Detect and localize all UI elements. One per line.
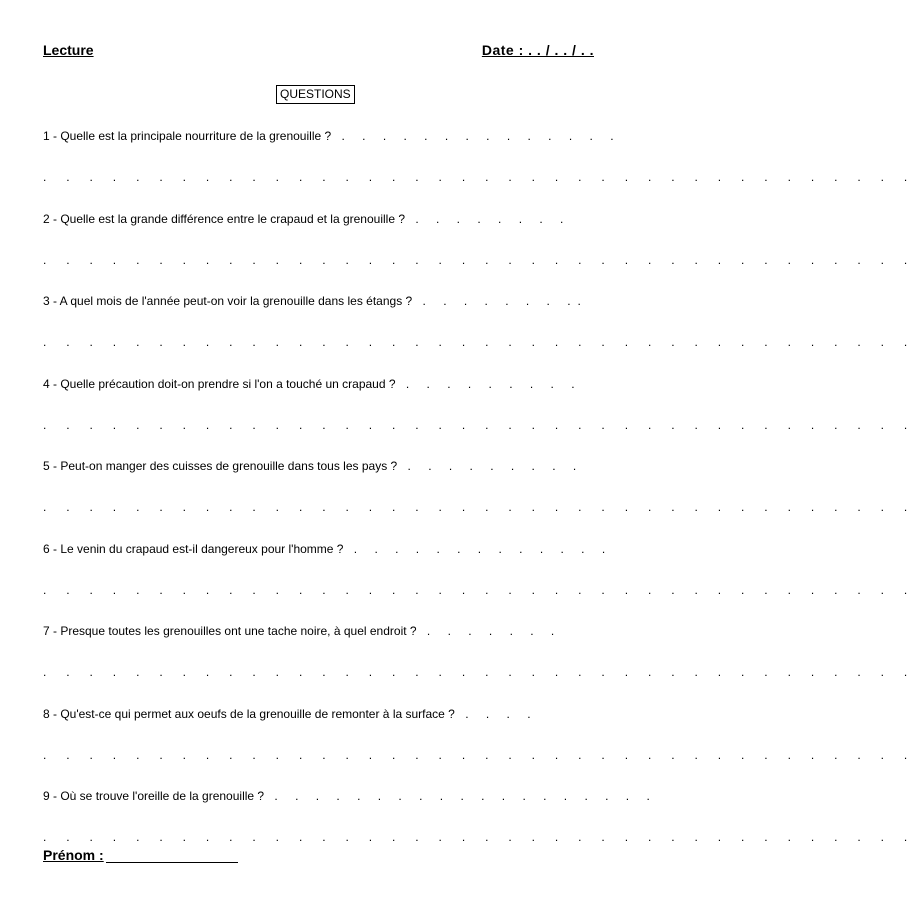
question-text: 4 - Quelle précaution doit-on prendre si l'on a touché un crapaud ? bbox=[43, 377, 396, 391]
answer-line-7: . . . . . . . . . . . . . . . . . . . . . . . . . . . . . . . . . . . . . . bbox=[43, 665, 916, 679]
answer-line-3: . . . . . . . . . . . . . . . . . . . . . . . . . . . . . . . . . . . . . . bbox=[43, 335, 916, 349]
answer-line-2: . . . . . . . . . . . . . . . . . . . . . . . . . . . . . . . . . . . . . . bbox=[43, 253, 916, 267]
answer-line-8: . . . . . . . . . . . . . . . . . . . . . . . . . . . . . . . . . . . . . . bbox=[43, 748, 916, 762]
question-text: 8 - Qu'est-ce qui permet aux oeufs de la grenouille de remonter à la surface ? bbox=[43, 707, 455, 721]
question-text: 2 - Quelle est la grande différence entre le crapaud et la grenouille ? bbox=[43, 212, 406, 226]
date-field: Date : . . / . . / . . bbox=[481, 42, 594, 58]
question-3 bbox=[43, 293, 603, 309]
question-5 bbox=[43, 458, 603, 474]
prenom-field bbox=[43, 847, 238, 863]
question-9 bbox=[43, 788, 657, 804]
question-7 bbox=[43, 623, 603, 639]
question-text: 1 - Quelle est la principale nourriture de la grenouille ? bbox=[43, 129, 332, 143]
question-lead-dots: . . . . . . . bbox=[416, 624, 562, 638]
question-lead-dots: . . . . . . . . . . . . . . bbox=[331, 129, 621, 143]
prenom-blank-line bbox=[106, 848, 238, 863]
question-6 bbox=[43, 541, 613, 557]
question-lead-dots: . . . . . . . .. bbox=[412, 294, 588, 308]
question-4 bbox=[43, 376, 603, 392]
answer-line-4: . . . . . . . . . . . . . . . . . . . . . . . . . . . . . . . . . . . . . . bbox=[43, 418, 916, 432]
question-text: 7 - Presque toutes les grenouilles ont une tache noire, à quel endroit ? bbox=[43, 624, 417, 638]
prenom-label: Prénom : bbox=[43, 847, 104, 863]
question-lead-dots: . . . . . . . . . bbox=[395, 377, 582, 391]
question-text: 5 - Peut-on manger des cuisses de grenouille dans tous les pays ? bbox=[43, 459, 398, 473]
question-lead-dots: . . . . bbox=[454, 707, 538, 721]
answer-line-5: . . . . . . . . . . . . . . . . . . . . . . . . . . . . . . . . . . . . . . bbox=[43, 500, 916, 514]
question-lead-dots: . . . . . . . . . . . . . bbox=[343, 542, 613, 556]
question-lead-dots: . . . . . . . . bbox=[405, 212, 571, 226]
question-text: 6 - Le venin du crapaud est-il dangereux pour l'homme ? bbox=[43, 542, 344, 556]
question-text: 9 - Où se trouve l'oreille de la grenouille ? bbox=[43, 789, 265, 803]
answer-line-1: . . . . . . . . . . . . . . . . . . . . . . . . . . . . . . . . . . . . . . bbox=[43, 170, 916, 184]
question-lead-dots: . . . . . . . . . . . . . . . . . . . bbox=[264, 789, 657, 803]
questions-title: QUESTIONS bbox=[276, 85, 355, 104]
answer-line-6: . . . . . . . . . . . . . . . . . . . . . . . . . . . . . . . . . . . . . . bbox=[43, 583, 916, 597]
question-8 bbox=[43, 706, 603, 722]
question-text: 3 - A quel mois de l'année peut-on voir la grenouille dans les étangs ? bbox=[43, 294, 413, 308]
question-2 bbox=[43, 211, 603, 227]
worksheet-subject: Lecture bbox=[43, 42, 94, 58]
question-lead-dots: . . . . . . . . . bbox=[397, 459, 584, 473]
question-1 bbox=[43, 128, 621, 144]
answer-line-9: . . . . . . . . . . . . . . . . . . . . . . . . . . . . . . . . . . . . . . bbox=[43, 830, 916, 844]
